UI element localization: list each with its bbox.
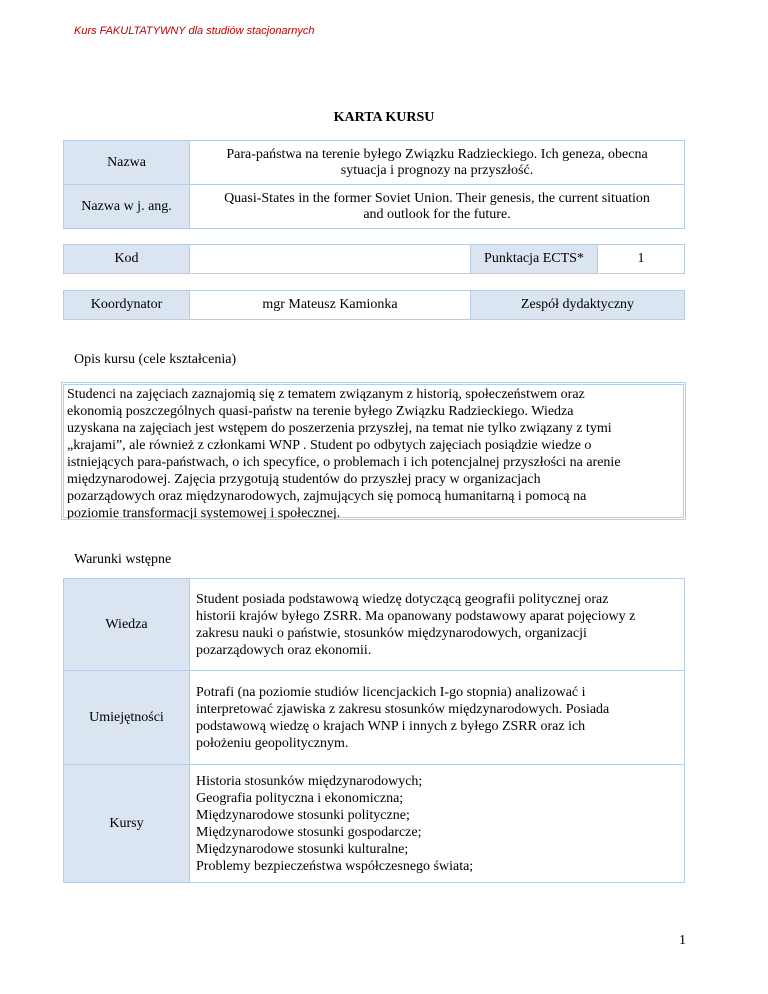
- name-table: [63, 140, 685, 229]
- coordinator-value: mgr Mateusz Kamionka: [190, 291, 471, 320]
- coordinator-table: [63, 290, 685, 320]
- name-value: Para-państwa na terenie byłego Związku Radzieckiego. Ich geneza, obecna sytuacja i prognozy na przyszłość.: [190, 141, 685, 185]
- courses-label: Kursy: [64, 765, 190, 883]
- skills-value: Potrafi (na poziomie studiów licencjackich I-go stopnia) analizować i interpretować zjawiska z zakresu stosunków międzynarodowych. Posiada podstawową wiedzę o krajach WNP i innych z byłego ZSRR oraz ich położeniu geopolitycznym.: [190, 671, 685, 765]
- name-en-label: Nazwa w j. ang.: [64, 185, 190, 229]
- team-label: Zespół dydaktyczny: [471, 291, 685, 320]
- ects-label: Punktacja ECTS*: [471, 245, 598, 274]
- page-number: 1: [679, 933, 686, 948]
- skills-label: Umiejętności: [64, 671, 190, 765]
- description-line: międzynarodowej. Zajęcia przygotują studentów do przyszłej pracy w organizacjach: [67, 472, 541, 487]
- description-line: uzyskana na zajęciach jest wstępem do poszerzenia przyszłej, na temat nie tylko związany z tymi: [67, 421, 612, 436]
- knowledge-value: Student posiada podstawową wiedzę dotyczącą geografii politycznej oraz historii krajów byłego ZSRR. Ma opanowany podstawowy aparat pojęciowy z zakresu nauki o państwie, stosunków międzynarodowych, organizacji pozarządowych oraz ekonomii.: [190, 579, 685, 671]
- prerequisites-heading: Warunki wstępne: [74, 552, 172, 567]
- description-line: Studenci na zajęciach zaznajomią się z tematem związanym z historią, społeczeństwem oraz: [67, 387, 585, 402]
- code-label: Kod: [64, 245, 190, 274]
- document-title: KARTA KURSU: [333, 110, 435, 125]
- header-note: Kurs FAKULTATYWNY dla studiów stacjonarnych: [74, 25, 315, 37]
- prerequisites-table: [63, 578, 685, 883]
- code-table: [63, 244, 685, 274]
- description-line: „krajami”, ale również z członkami WNP . Student po odbytych zajęciach posiądzie wiedze o: [67, 438, 592, 453]
- description-line: poziomie transformacji systemowej i społecznej.: [67, 506, 341, 521]
- ects-value: 1: [598, 245, 685, 274]
- name-label: Nazwa: [64, 141, 190, 185]
- description-line: ekonomią poszczególnych quasi-państw na terenie byłego Związku Radzieckiego. Wiedza: [67, 404, 574, 419]
- coordinator-label: Koordynator: [64, 291, 190, 320]
- description-heading: Opis kursu (cele kształcenia): [74, 352, 237, 367]
- name-en-value: Quasi-States in the former Soviet Union. Their genesis, the current situation and outlook for the future.: [190, 185, 685, 229]
- courses-value: Historia stosunków międzynarodowych; Geografia polityczna i ekonomiczna; Międzynarodowe stosunki polityczne; Międzynarodowe stosunki gospodarcze; Międzynarodowe stosunki kulturalne; Problemy bezpieczeństwa współczesnego świata;: [190, 765, 685, 883]
- description-line: pozarządowych oraz międzynarodowych, zajmujących się pomocą humanitarną i pomocą na: [67, 489, 587, 504]
- description-line: istniejących para-państwach, o ich specyfice, o problemach i ich potencjalnej przyszłości na arenie: [67, 455, 621, 470]
- description-box: [63, 384, 684, 521]
- code-value: [190, 245, 471, 274]
- knowledge-label: Wiedza: [64, 579, 190, 671]
